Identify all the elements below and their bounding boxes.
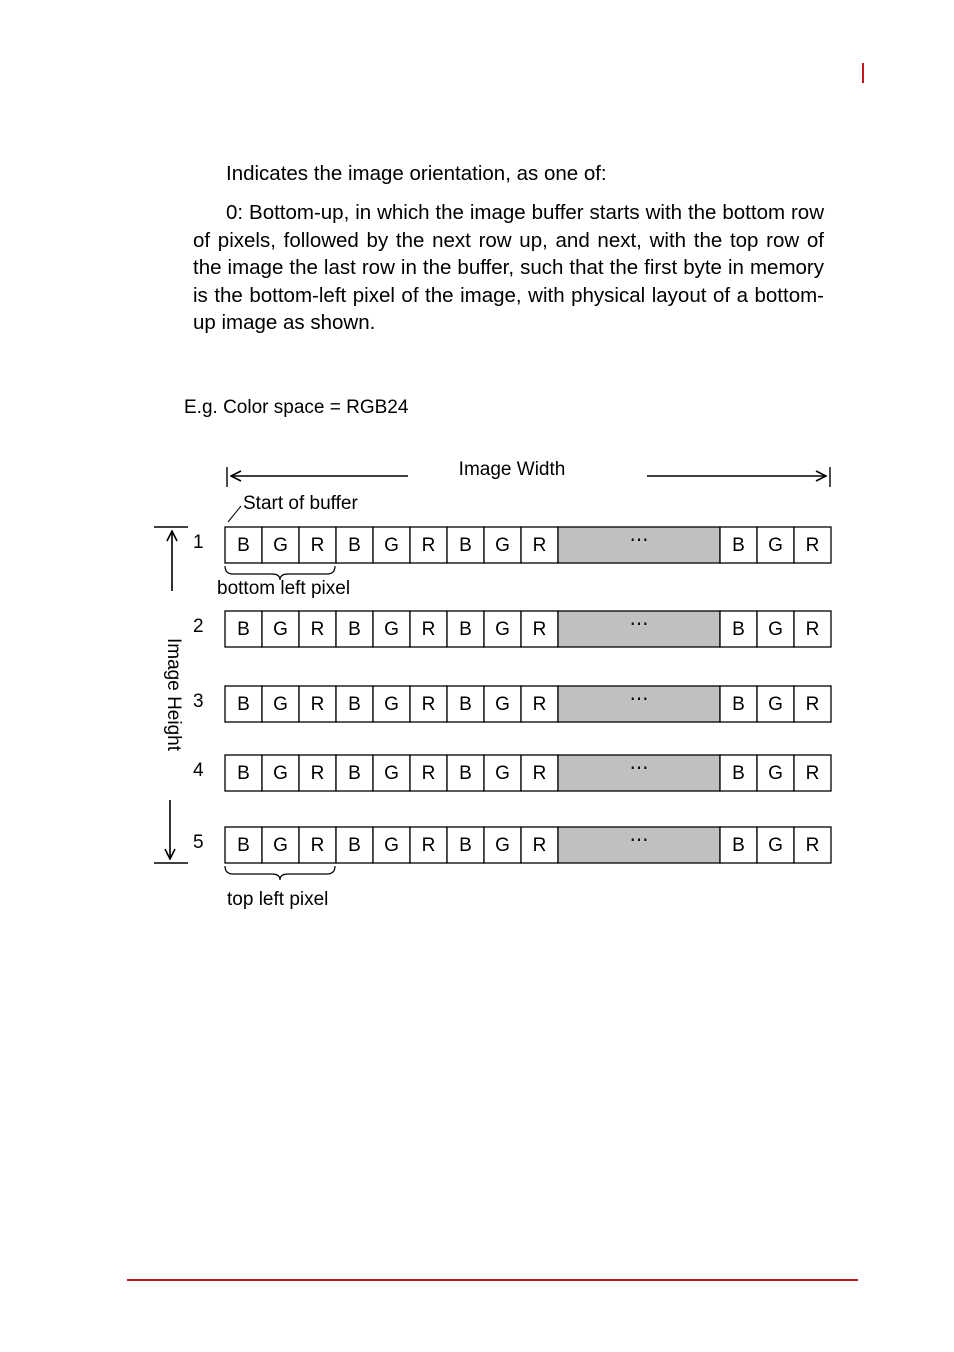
byte-cell: R bbox=[421, 694, 436, 715]
ellipsis-cell: ⋯ bbox=[629, 530, 649, 551]
intro-paragraph: Indicates the image orientation, as one of: bbox=[226, 162, 607, 185]
start-of-buffer-label: Start of buffer bbox=[243, 493, 358, 514]
byte-cell: G bbox=[273, 694, 288, 715]
byte-cell: R bbox=[532, 835, 547, 856]
byte-cell: R bbox=[310, 694, 325, 715]
byte-cell: B bbox=[459, 619, 472, 640]
row-number: 1 bbox=[193, 532, 204, 553]
byte-cell: B bbox=[459, 694, 472, 715]
byte-cell: B bbox=[732, 619, 745, 640]
byte-cell: R bbox=[805, 535, 820, 556]
byte-cell: G bbox=[384, 763, 399, 784]
byte-cell: R bbox=[310, 619, 325, 640]
byte-cell: G bbox=[768, 535, 783, 556]
byte-cell: B bbox=[348, 835, 361, 856]
byte-cell: B bbox=[237, 694, 250, 715]
pixel-row-5 bbox=[193, 827, 831, 863]
pixel-row-3 bbox=[193, 686, 831, 722]
ellipsis-cell: ⋯ bbox=[629, 830, 649, 851]
byte-cell: B bbox=[348, 535, 361, 556]
row-number: 2 bbox=[193, 616, 204, 637]
pixel-row-4 bbox=[193, 755, 831, 791]
ellipsis-cell: ⋯ bbox=[629, 614, 649, 635]
byte-cell: B bbox=[732, 763, 745, 784]
bottom-up-description: 0: Bottom-up, in which the image buffer starts with the bottom row of pixels, followed by the next row up, and next, with the top row of the image the last row in the buffer, such that the first byte in memory is the bottom-left pixel of the image, with physical layout of a bottom-up image as shown. bbox=[193, 201, 824, 334]
pixel-row-2 bbox=[193, 611, 831, 647]
byte-cell: R bbox=[805, 619, 820, 640]
ellipsis-cell: ⋯ bbox=[629, 758, 649, 779]
byte-cell: G bbox=[384, 835, 399, 856]
pixel-row-1 bbox=[193, 527, 831, 563]
byte-cell: R bbox=[310, 835, 325, 856]
row-number: 4 bbox=[193, 760, 204, 781]
top-left-pixel-label: top left pixel bbox=[227, 889, 329, 910]
top-left-pixel-brace bbox=[225, 866, 335, 880]
byte-cell: B bbox=[459, 763, 472, 784]
byte-cell: B bbox=[732, 835, 745, 856]
byte-cell: R bbox=[532, 535, 547, 556]
byte-cell: G bbox=[273, 535, 288, 556]
image-height-label: Image Height bbox=[163, 638, 184, 752]
byte-cell: G bbox=[384, 535, 399, 556]
row-number: 3 bbox=[193, 691, 204, 712]
byte-cell: R bbox=[310, 763, 325, 784]
byte-cell: B bbox=[237, 763, 250, 784]
byte-cell: R bbox=[805, 694, 820, 715]
byte-cell: R bbox=[532, 619, 547, 640]
byte-cell: B bbox=[237, 619, 250, 640]
byte-cell: R bbox=[805, 763, 820, 784]
byte-cell: G bbox=[273, 619, 288, 640]
byte-cell: G bbox=[495, 619, 510, 640]
byte-cell: G bbox=[495, 694, 510, 715]
byte-cell: R bbox=[421, 535, 436, 556]
byte-cell: B bbox=[348, 694, 361, 715]
byte-cell: G bbox=[495, 763, 510, 784]
byte-cell: R bbox=[310, 535, 325, 556]
byte-cell: G bbox=[768, 619, 783, 640]
byte-cell: G bbox=[273, 835, 288, 856]
byte-cell: G bbox=[495, 835, 510, 856]
byte-cell: B bbox=[732, 535, 745, 556]
byte-cell: B bbox=[237, 535, 250, 556]
byte-cell: B bbox=[732, 694, 745, 715]
row-number: 5 bbox=[193, 832, 204, 853]
image-width-label: Image Width bbox=[458, 459, 566, 480]
byte-cell: B bbox=[348, 763, 361, 784]
footer-rule bbox=[127, 1279, 858, 1281]
bottom-left-pixel-label: bottom left pixel bbox=[217, 578, 351, 599]
byte-cell: G bbox=[768, 835, 783, 856]
byte-cell: B bbox=[237, 835, 250, 856]
ellipsis-cell: ⋯ bbox=[629, 689, 649, 710]
byte-cell: R bbox=[421, 619, 436, 640]
byte-cell: G bbox=[768, 763, 783, 784]
byte-cell: B bbox=[348, 619, 361, 640]
byte-cell: B bbox=[459, 535, 472, 556]
example-label: E.g. Color space = RGB24 bbox=[184, 397, 409, 418]
byte-cell: R bbox=[532, 694, 547, 715]
byte-cell: G bbox=[273, 763, 288, 784]
byte-cell: R bbox=[421, 763, 436, 784]
byte-cell: R bbox=[421, 835, 436, 856]
start-of-buffer-pointer bbox=[228, 506, 241, 522]
byte-cell: G bbox=[384, 619, 399, 640]
byte-cell: G bbox=[768, 694, 783, 715]
byte-cell: R bbox=[805, 835, 820, 856]
byte-cell: B bbox=[459, 835, 472, 856]
byte-cell: R bbox=[532, 763, 547, 784]
byte-cell: G bbox=[495, 535, 510, 556]
byte-cell: G bbox=[384, 694, 399, 715]
